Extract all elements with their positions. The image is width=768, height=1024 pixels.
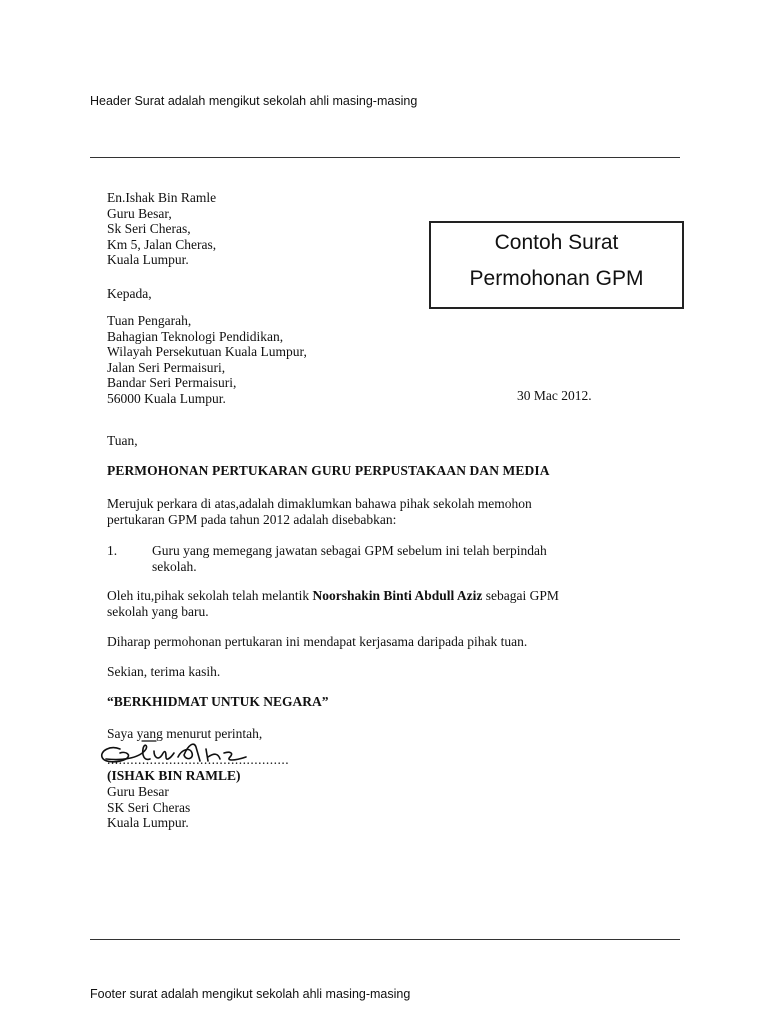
paragraph-line: sekolah yang baru. bbox=[107, 603, 209, 619]
list-item-text bbox=[152, 543, 547, 574]
sender-line: Guru Besar, bbox=[107, 205, 172, 221]
sender-line: Km 5, Jalan Cheras, bbox=[107, 236, 217, 252]
body-paragraph-2 bbox=[107, 588, 559, 619]
signer-school: SK Seri Cheras bbox=[107, 799, 191, 815]
sender-address bbox=[107, 190, 216, 268]
footer-divider bbox=[90, 939, 680, 940]
yours-faithfully: Saya yang menurut perintah, bbox=[107, 726, 263, 741]
kepada-label: Kepada, bbox=[107, 286, 152, 301]
list-item-number: 1. bbox=[107, 543, 118, 558]
letter-date: 30 Mac 2012. bbox=[517, 388, 592, 403]
paragraph-text: Oleh itu,pihak sekolah telah melantik bbox=[107, 588, 313, 603]
signer-details bbox=[107, 784, 190, 831]
closing-line: Sekian, terima kasih. bbox=[107, 664, 221, 679]
signer-name: (ISHAK BIN RAMLE) bbox=[107, 768, 241, 783]
recipient-line: Wilayah Persekutuan Kuala Lumpur, bbox=[107, 344, 307, 359]
body-paragraph-3: Diharap permohonan pertukaran ini mendapat kerjasama daripada pihak tuan. bbox=[107, 634, 528, 649]
recipient-line: Bandar Seri Permaisuri, bbox=[107, 375, 237, 390]
paragraph-text: sebagai GPM bbox=[482, 588, 559, 603]
motto: “BERKHIDMAT UNTUK NEGARA” bbox=[107, 694, 329, 709]
recipient-line: Jalan Seri Permaisuri, bbox=[107, 359, 226, 375]
paragraph-line: pertukaran GPM pada tahun 2012 adalah disebabkan: bbox=[107, 511, 397, 527]
salutation: Tuan, bbox=[107, 433, 138, 448]
signature-line: ............................................... bbox=[107, 752, 290, 767]
header-divider bbox=[90, 157, 680, 158]
header-note: Header Surat adalah mengikut sekolah ahli masing-masing bbox=[90, 94, 418, 108]
recipient-line: Tuan Pengarah, bbox=[107, 313, 192, 328]
recipient-line: 56000 Kuala Lumpur. bbox=[107, 390, 226, 406]
list-item-line: Guru yang memegang jawatan sebagai GPM sebelum ini telah berpindah bbox=[152, 543, 547, 558]
signer-city: Kuala Lumpur. bbox=[107, 815, 189, 830]
body-paragraph-1 bbox=[107, 496, 532, 527]
paragraph-line bbox=[107, 588, 559, 604]
sender-line: Sk Seri Cheras, bbox=[107, 221, 191, 236]
sample-letter-label-box bbox=[429, 221, 684, 309]
list-item-line: sekolah. bbox=[152, 558, 197, 574]
sender-line: Kuala Lumpur. bbox=[107, 252, 189, 267]
letter-subject: PERMOHONAN PERTUKARAN GURU PERPUSTAKAAN DAN MEDIA bbox=[107, 463, 550, 478]
recipient-address bbox=[107, 313, 307, 406]
appointee-name: Noorshakin Binti Abdull Aziz bbox=[312, 588, 483, 603]
signer-title: Guru Besar bbox=[107, 784, 169, 799]
recipient-line: Bahagian Teknologi Pendidikan, bbox=[107, 328, 284, 344]
label-line-1: Contoh Surat bbox=[494, 231, 619, 254]
label-line-2: Permohonan GPM bbox=[469, 267, 644, 290]
paragraph-line: Merujuk perkara di atas,adalah dimaklumkan bahawa pihak sekolah memohon bbox=[107, 496, 532, 511]
sender-line: En.Ishak Bin Ramle bbox=[107, 190, 217, 205]
footer-note: Footer surat adalah mengikut sekolah ahli masing-masing bbox=[90, 987, 411, 1001]
